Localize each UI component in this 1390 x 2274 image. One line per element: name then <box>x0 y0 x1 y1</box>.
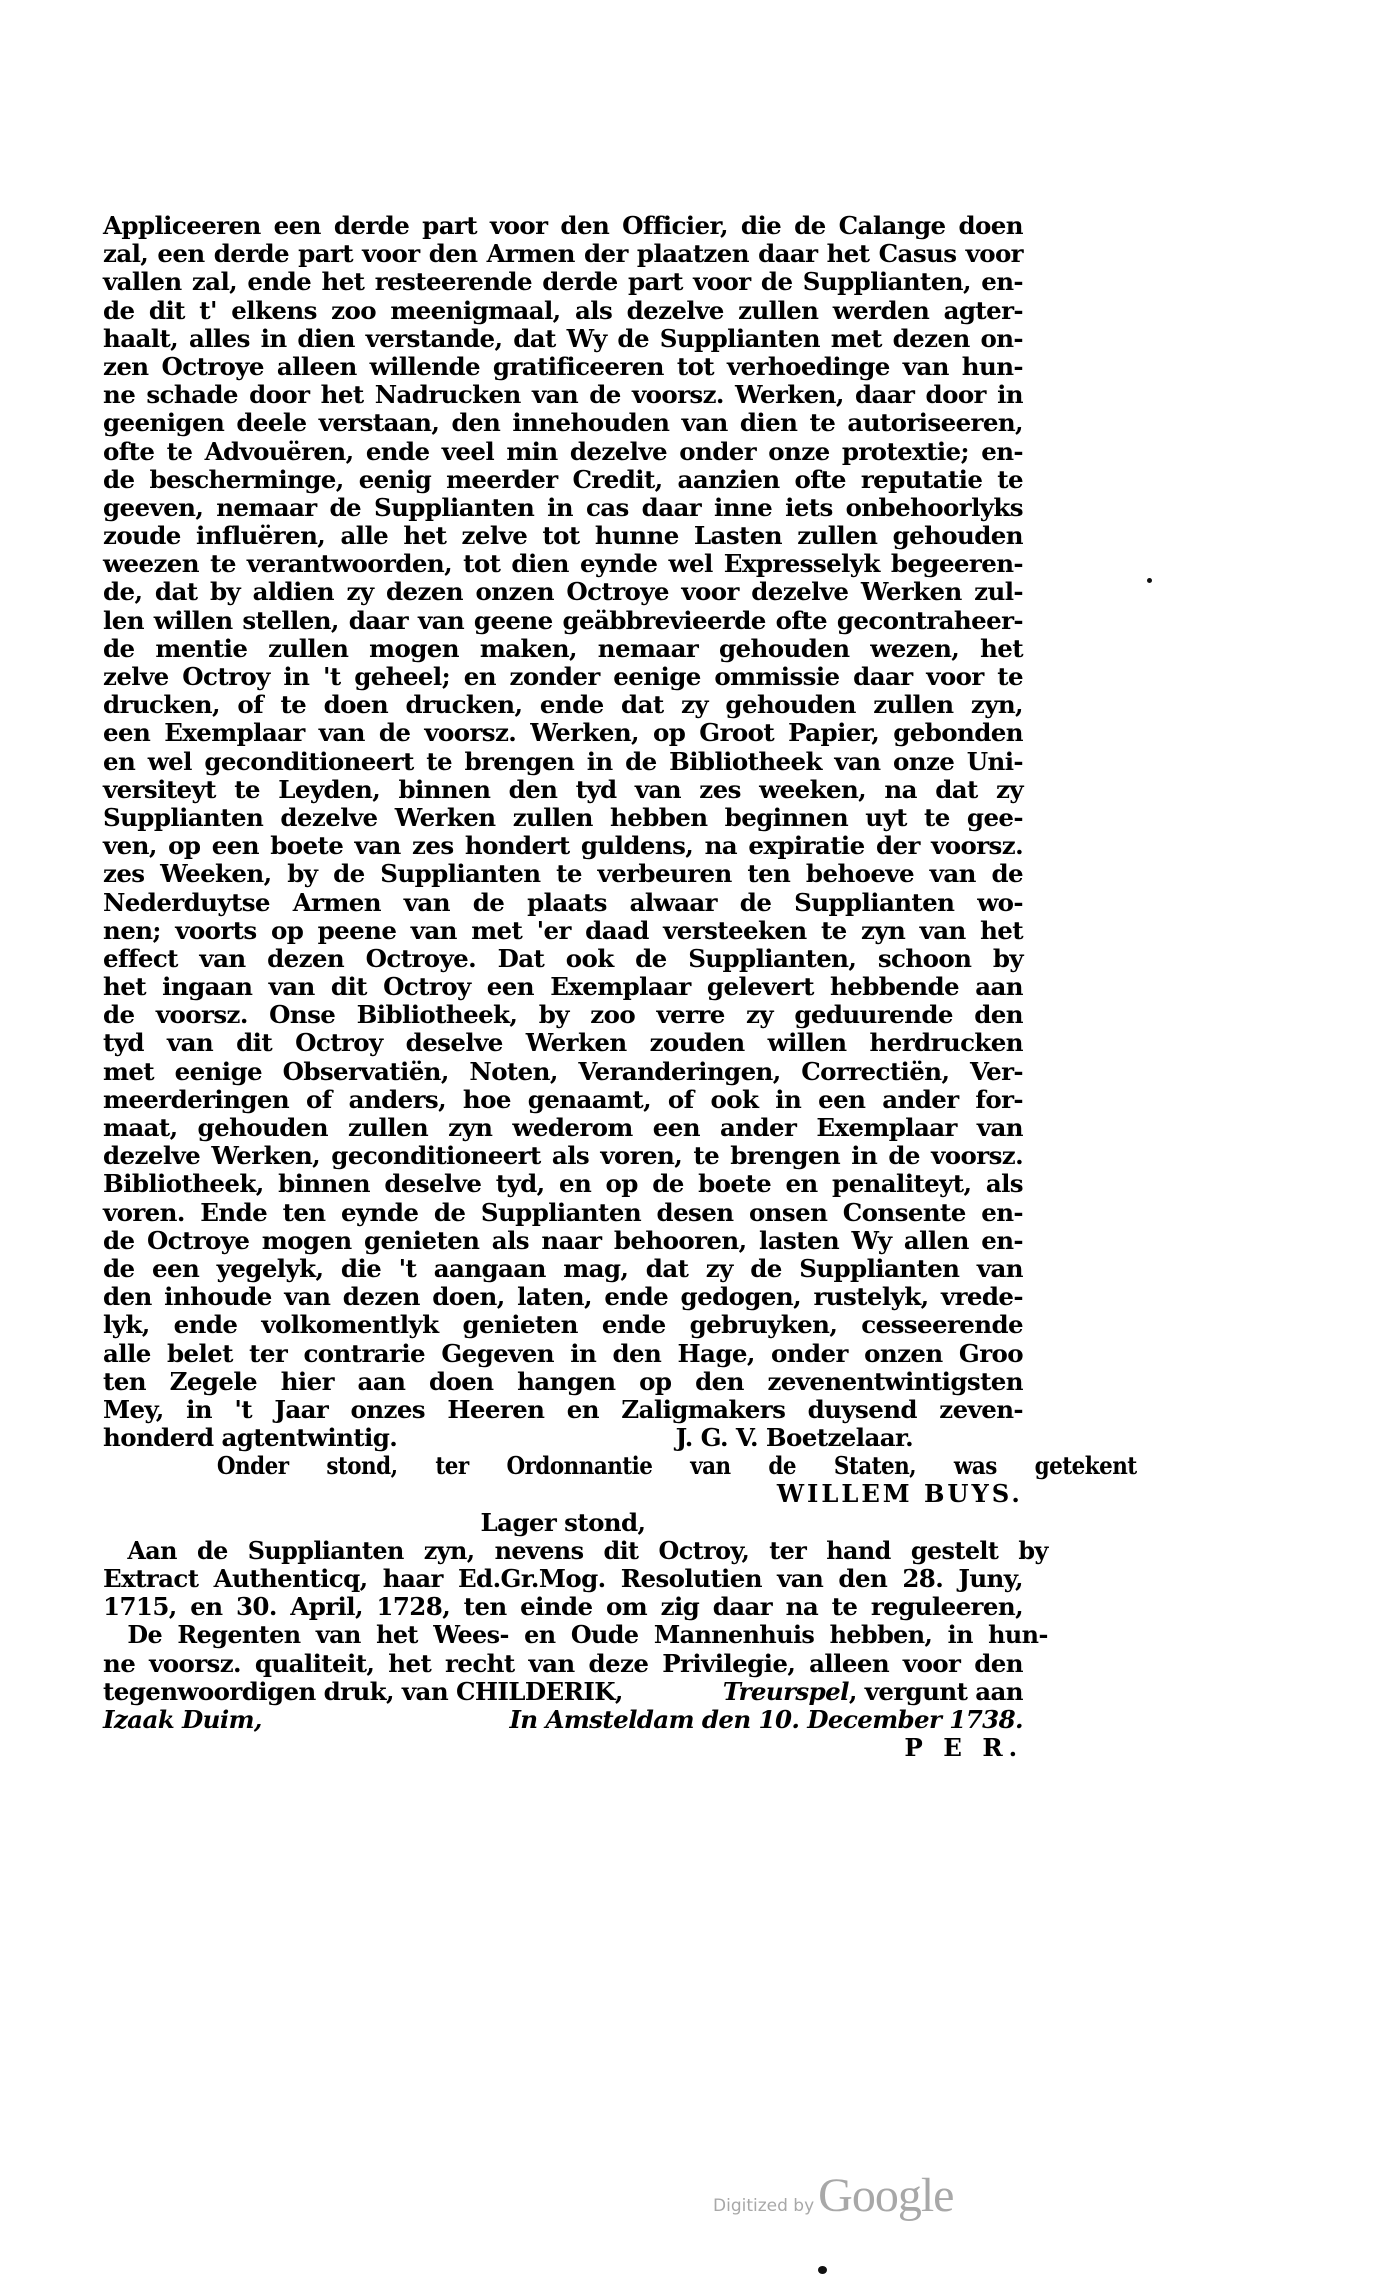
body-line: ten Zegele hier aan doen hangen op den zevenentwintigsten <box>103 1366 1023 1396</box>
body-line: geenigen deele verstaan, den innehouden van dien te autoriseeren, <box>103 408 1023 438</box>
extract-line: 1715, en 30. April, 1728, ten einde om zig daar na te reguleeren, <box>103 1592 1023 1622</box>
body-line: Mey, in 't Jaar onzes Heeren en Zaligmakers duysend zeven- <box>103 1394 1023 1424</box>
final-line <box>103 1706 1023 1734</box>
druk-suffix: , vergunt aan <box>848 1676 1023 1706</box>
body-line: lyk, ende volkomentlyk genieten ende gebruyken, cesseerende <box>103 1310 1023 1340</box>
body-line: de mentie zullen mogen maken, nemaar gehouden wezen, het <box>103 633 1023 663</box>
place-date: In Amsteldam den 10. December 1738. <box>509 1704 1023 1734</box>
onder-stond-line: Onder stond, ter Ordonnantie van de Staten, was getekent <box>216 1451 1137 1481</box>
ink-speck <box>1147 578 1152 583</box>
body-line: Appliceeren een derde part voor den Officier, die de Calange doen <box>103 211 1023 240</box>
signoff-per: P E R. <box>904 1733 1024 1763</box>
body-line: versiteyt te Leyden, binnen den tyd van zes weeken, na dat zy <box>103 774 1023 804</box>
body-line: nen; voorts op peene van met 'er daad versteeken te zyn van het <box>103 915 1023 945</box>
body-line: drucken, of te doen drucken, ende dat zy gehouden zullen zyn, <box>103 690 1023 720</box>
body-line: Bibliotheek, binnen deselve tyd, en op de boete en penaliteyt, als <box>103 1169 1023 1199</box>
watermark-small-text: Digitized by <box>713 2196 815 2216</box>
body-line: zal, een derde part voor den Armen der plaatzen daar het Casus voor <box>103 239 1023 269</box>
regenten-line: ne voorsz. qualiteit, het recht van deze Privilegie, alleen voor den <box>103 1648 1023 1678</box>
body-line: tyd van dit Octroy deselve Werken zouden willen herdrucken <box>103 1028 1023 1058</box>
grantee-name: Izaak Duim, <box>103 1704 262 1734</box>
body-line: dezelve Werken, geconditioneert als voren, te brengen in de voorsz. <box>103 1141 1023 1171</box>
google-logo-text: Google <box>818 2169 954 2222</box>
signature-willem-buys: WILLEM BUYS. <box>776 1479 1023 1509</box>
extract-line: Extract Authenticq, haar Ed.Gr.Mog. Resolutien van den 28. Juny, <box>103 1564 1023 1593</box>
body-line: de een yegelyk, die 't aangaan mag, dat zy de Supplianten van <box>103 1253 1023 1283</box>
druk-line <box>103 1678 1023 1706</box>
body-line: de Octroye mogen genieten als naar behooren, lasten Wy allen en- <box>103 1225 1023 1255</box>
body-line: len willen stellen, daar van geene geäbbrevieerde ofte gecontraheer- <box>103 605 1023 635</box>
body-line: de dit t' elkens zoo meenigmaal, als dezelve zullen werden agter- <box>103 295 1023 325</box>
lager-stond-heading: Lager stond, <box>480 1507 646 1537</box>
body-line: zoude influëren, alle het zelve tot hunne Lasten zullen gehouden <box>103 521 1023 551</box>
body-line: een Exemplaar van de voorsz. Werken, op Groot Papier, gebonden <box>103 718 1023 748</box>
body-line: Nederduytse Armen van de plaats alwaar de Supplianten wo- <box>103 887 1023 917</box>
body-line: vallen zal, ende het resteerende derde part voor de Supplianten, en- <box>103 267 1023 297</box>
body-line: de bescherminge, eenig meerder Credit, aanzien ofte reputatie te <box>103 464 1023 494</box>
body-line: het ingaan van dit Octroy een Exemplaar gelevert hebbende aan <box>103 972 1023 1002</box>
privilege-text <box>103 211 1137 1763</box>
body-line: den inhoude van dezen doen, laten, ende gedogen, rustelyk, vrede- <box>103 1282 1023 1312</box>
digitized-by-google-watermark <box>713 2168 953 2223</box>
body-line: maat, gehouden zullen zyn wederom een ander Exemplaar van <box>103 1113 1023 1142</box>
body-line: zelve Octroy in 't geheel; en zonder eenige ommissie daar voor te <box>103 662 1023 691</box>
body-line: Supplianten dezelve Werken zullen hebben beginnen uyt te gee- <box>103 802 1023 832</box>
extract-line: Aan de Supplianten zyn, nevens dit Octroy, ter hand gestelt by <box>127 1535 1048 1565</box>
body-line: ven, op een boete van zes hondert guldens, na expiratie der voorsz. <box>103 831 1023 861</box>
druk-prefix: tegenwoordigen druk, van CHILDERIK, <box>103 1676 623 1706</box>
body-line: en wel geconditioneert te brengen in de Bibliotheek van onze Uni- <box>103 746 1023 776</box>
regenten-line: De Regenten van het Wees- en Oude Mannenhuis hebben, in hun- <box>127 1620 1048 1650</box>
body-line: haalt, alles in dien verstande, dat Wy de Supplianten met dezen on- <box>103 323 1023 353</box>
signatory-boetzelaar: J. G. V. Boetzelaar. <box>675 1423 913 1453</box>
body-line: zes Weeken, by de Supplianten te verbeuren ten behoeve van de <box>103 859 1023 889</box>
body-line: de, dat by aldien zy dezen onzen Octroye voor dezelve Werken zul- <box>103 577 1023 607</box>
body-line: geeven, nemaar de Supplianten in cas daar inne iets onbehoorlyks <box>103 492 1023 522</box>
body-line: met eenige Observatiën, Noten, Veranderingen, Correctiën, Ver- <box>103 1056 1023 1086</box>
body-line: meerderingen of anders, hoe genaamt, of ook in een ander for- <box>103 1084 1023 1114</box>
body-line: zen Octroye alleen willende gratificeeren tot verhoedinge van hun- <box>103 351 1023 381</box>
body-line: weezen te verantwoorden, tot dien eynde wel Expresselyk begeeren- <box>103 549 1023 579</box>
body-line: voren. Ende ten eynde de Supplianten desen onsen Consente en- <box>103 1197 1023 1227</box>
body-line: de voorsz. Onse Bibliotheek, by zoo verre zy geduurende den <box>103 1000 1023 1030</box>
closing-line <box>103 1424 1023 1452</box>
body-line: alle belet ter contrarie Gegeven in den Hage, onder onzen Groo <box>103 1338 1023 1368</box>
druk-genre: Treurspel <box>722 1676 849 1706</box>
body-line: ne schade door het Nadrucken van de voorsz. Werken, daar door in <box>103 380 1023 410</box>
body-line: effect van dezen Octroye. Dat ook de Supplianten, schoon by <box>103 943 1023 973</box>
body-line: ofte te Advouëren, ende veel min dezelve onder onze protextie; en- <box>103 436 1023 466</box>
closing-text: honderd agtentwintig. <box>103 1423 398 1453</box>
